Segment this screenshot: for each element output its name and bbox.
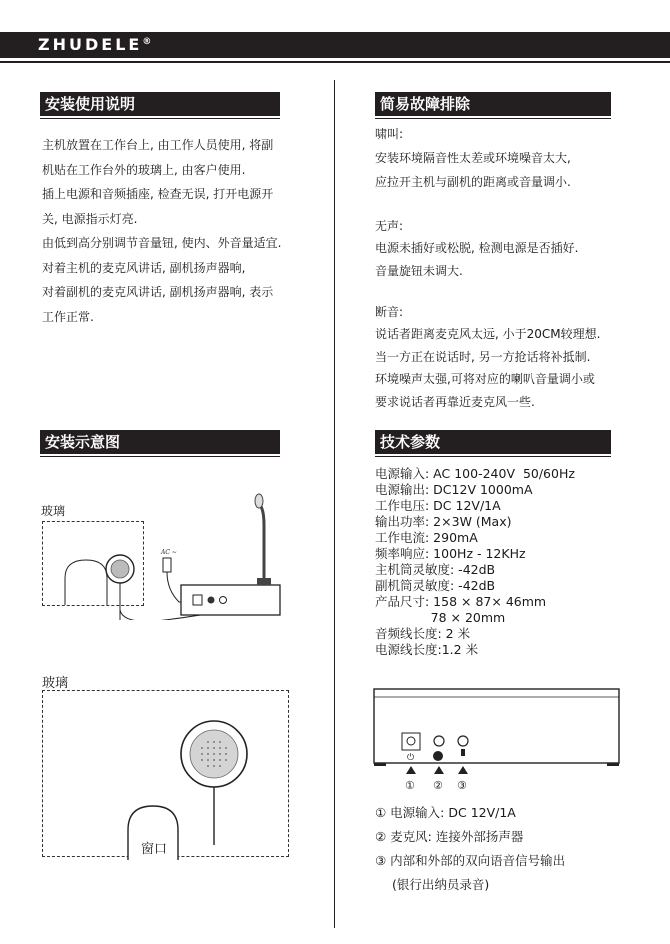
header-underline: [0, 61, 670, 63]
legend-line: ① 电源输入: DC 12V/1A: [375, 805, 516, 820]
paragraph-line: 插上电源和音频插座, 检查无误, 打开电源开: [42, 187, 274, 201]
glass-label-large: 玻璃: [42, 676, 69, 691]
paragraph-line: 机贴在工作台外的玻璃上, 由客户使用.: [42, 163, 246, 177]
audio-out-port-icon: [458, 736, 468, 746]
spec-line: 78 × 20mm: [375, 610, 506, 625]
glass-label: 玻璃: [41, 504, 66, 518]
trouble-line: 电源未插好或松脱, 检测电源是否插好.: [375, 241, 579, 255]
gooseneck-mic-icon: [260, 505, 264, 578]
paragraph-line: 主机放置在工作台上, 由工作人员使用, 将副: [42, 138, 274, 152]
spec-line: 电源输出: DC12V 1000mA: [375, 482, 533, 497]
rear-panel-diagram: [370, 686, 625, 798]
trouble-line: 当一方正在说话时, 另一方抢话将补抵制.: [375, 350, 591, 364]
paragraph-line: 关, 电源指示灯亮.: [42, 212, 138, 226]
arrow-up-icon: [434, 766, 444, 774]
install-diagram-large: [42, 690, 292, 865]
trouble-line: 环境噪声太强,可将对应的喇叭音量调小或: [375, 372, 595, 386]
install-diagram-small: [55, 490, 335, 620]
trouble-line: 要求说话者再靠近麦克风一些.: [375, 395, 535, 409]
port-number: ①: [405, 779, 415, 792]
legend-line: ③ 内部和外部的双向语音信号输出: [375, 853, 566, 868]
mic-port-fill: [433, 751, 443, 761]
svg-text:⏻: ⏻: [407, 753, 415, 763]
tech-params-title: 技术参数: [375, 430, 611, 454]
spec-line: 主机筒灵敏度: -42dB: [375, 562, 496, 577]
legend-line: (银行出纳员录音): [392, 877, 490, 892]
adapter-label: AC ~: [161, 549, 177, 556]
spec-line: 输出功率: 2×3W (Max): [375, 514, 512, 529]
paragraph-line: 工作正常.: [42, 310, 94, 324]
adapter-icon: [163, 558, 171, 572]
spec-line: 频率响应: 100Hz - 12KHz: [375, 546, 526, 561]
paragraph-line: 由低到高分别调节音量钮, 使内、外音量适宜.: [42, 236, 282, 250]
trouble-heading: 啸叫:: [375, 127, 404, 141]
paragraph-line: 对着副机的麦克风讲话, 副机扬声器响, 表示: [42, 285, 274, 299]
install-usage-title: 安装使用说明: [40, 92, 280, 116]
window-arch-icon: [65, 560, 107, 605]
spec-line: 电源线长度:1.2 米: [375, 642, 479, 657]
install-diagram-title: 安装示意图: [40, 430, 280, 454]
brand-logo: ZHUDELE®: [38, 35, 152, 54]
spec-line: 产品尺寸: 158 × 87× 46mm: [375, 594, 547, 609]
spec-line: 工作电流: 290mA: [375, 530, 478, 545]
spec-line: 副机筒灵敏度: -42dB: [375, 578, 496, 593]
trouble-heading: 无声:: [375, 219, 404, 233]
spec-line: 工作电压: DC 12V/1A: [375, 498, 501, 513]
spec-line: 音频线长度: 2 米: [375, 626, 471, 641]
arrow-up-icon: [406, 766, 416, 774]
troubleshooting-title: 简易故障排除: [375, 92, 611, 116]
window-label: 窗口: [141, 842, 168, 857]
trouble-heading: 断音:: [375, 305, 404, 319]
trouble-line: 说话者距离麦克风太远, 小于20CM较理想.: [375, 327, 601, 341]
port-number: ②: [433, 779, 443, 792]
spec-line: 电源输入: AC 100-240V 50/60Hz: [375, 466, 575, 481]
trouble-line: 音量旋钮未调大.: [375, 264, 463, 278]
paragraph-line: 对着主机的麦克风讲话, 副机扬声器响,: [42, 261, 246, 275]
legend-line: ② 麦克风: 连接外部扬声器: [375, 829, 524, 844]
rear-panel-body: [374, 689, 619, 763]
mic-port-icon: [434, 736, 444, 746]
trouble-line: 安装环境隔音性太差或环境噪音太大,: [375, 151, 571, 165]
trouble-line: 应拉开主机与副机的距离或音量调小.: [375, 175, 571, 189]
port-number: ③: [457, 779, 467, 792]
arrow-up-icon: [458, 766, 468, 774]
